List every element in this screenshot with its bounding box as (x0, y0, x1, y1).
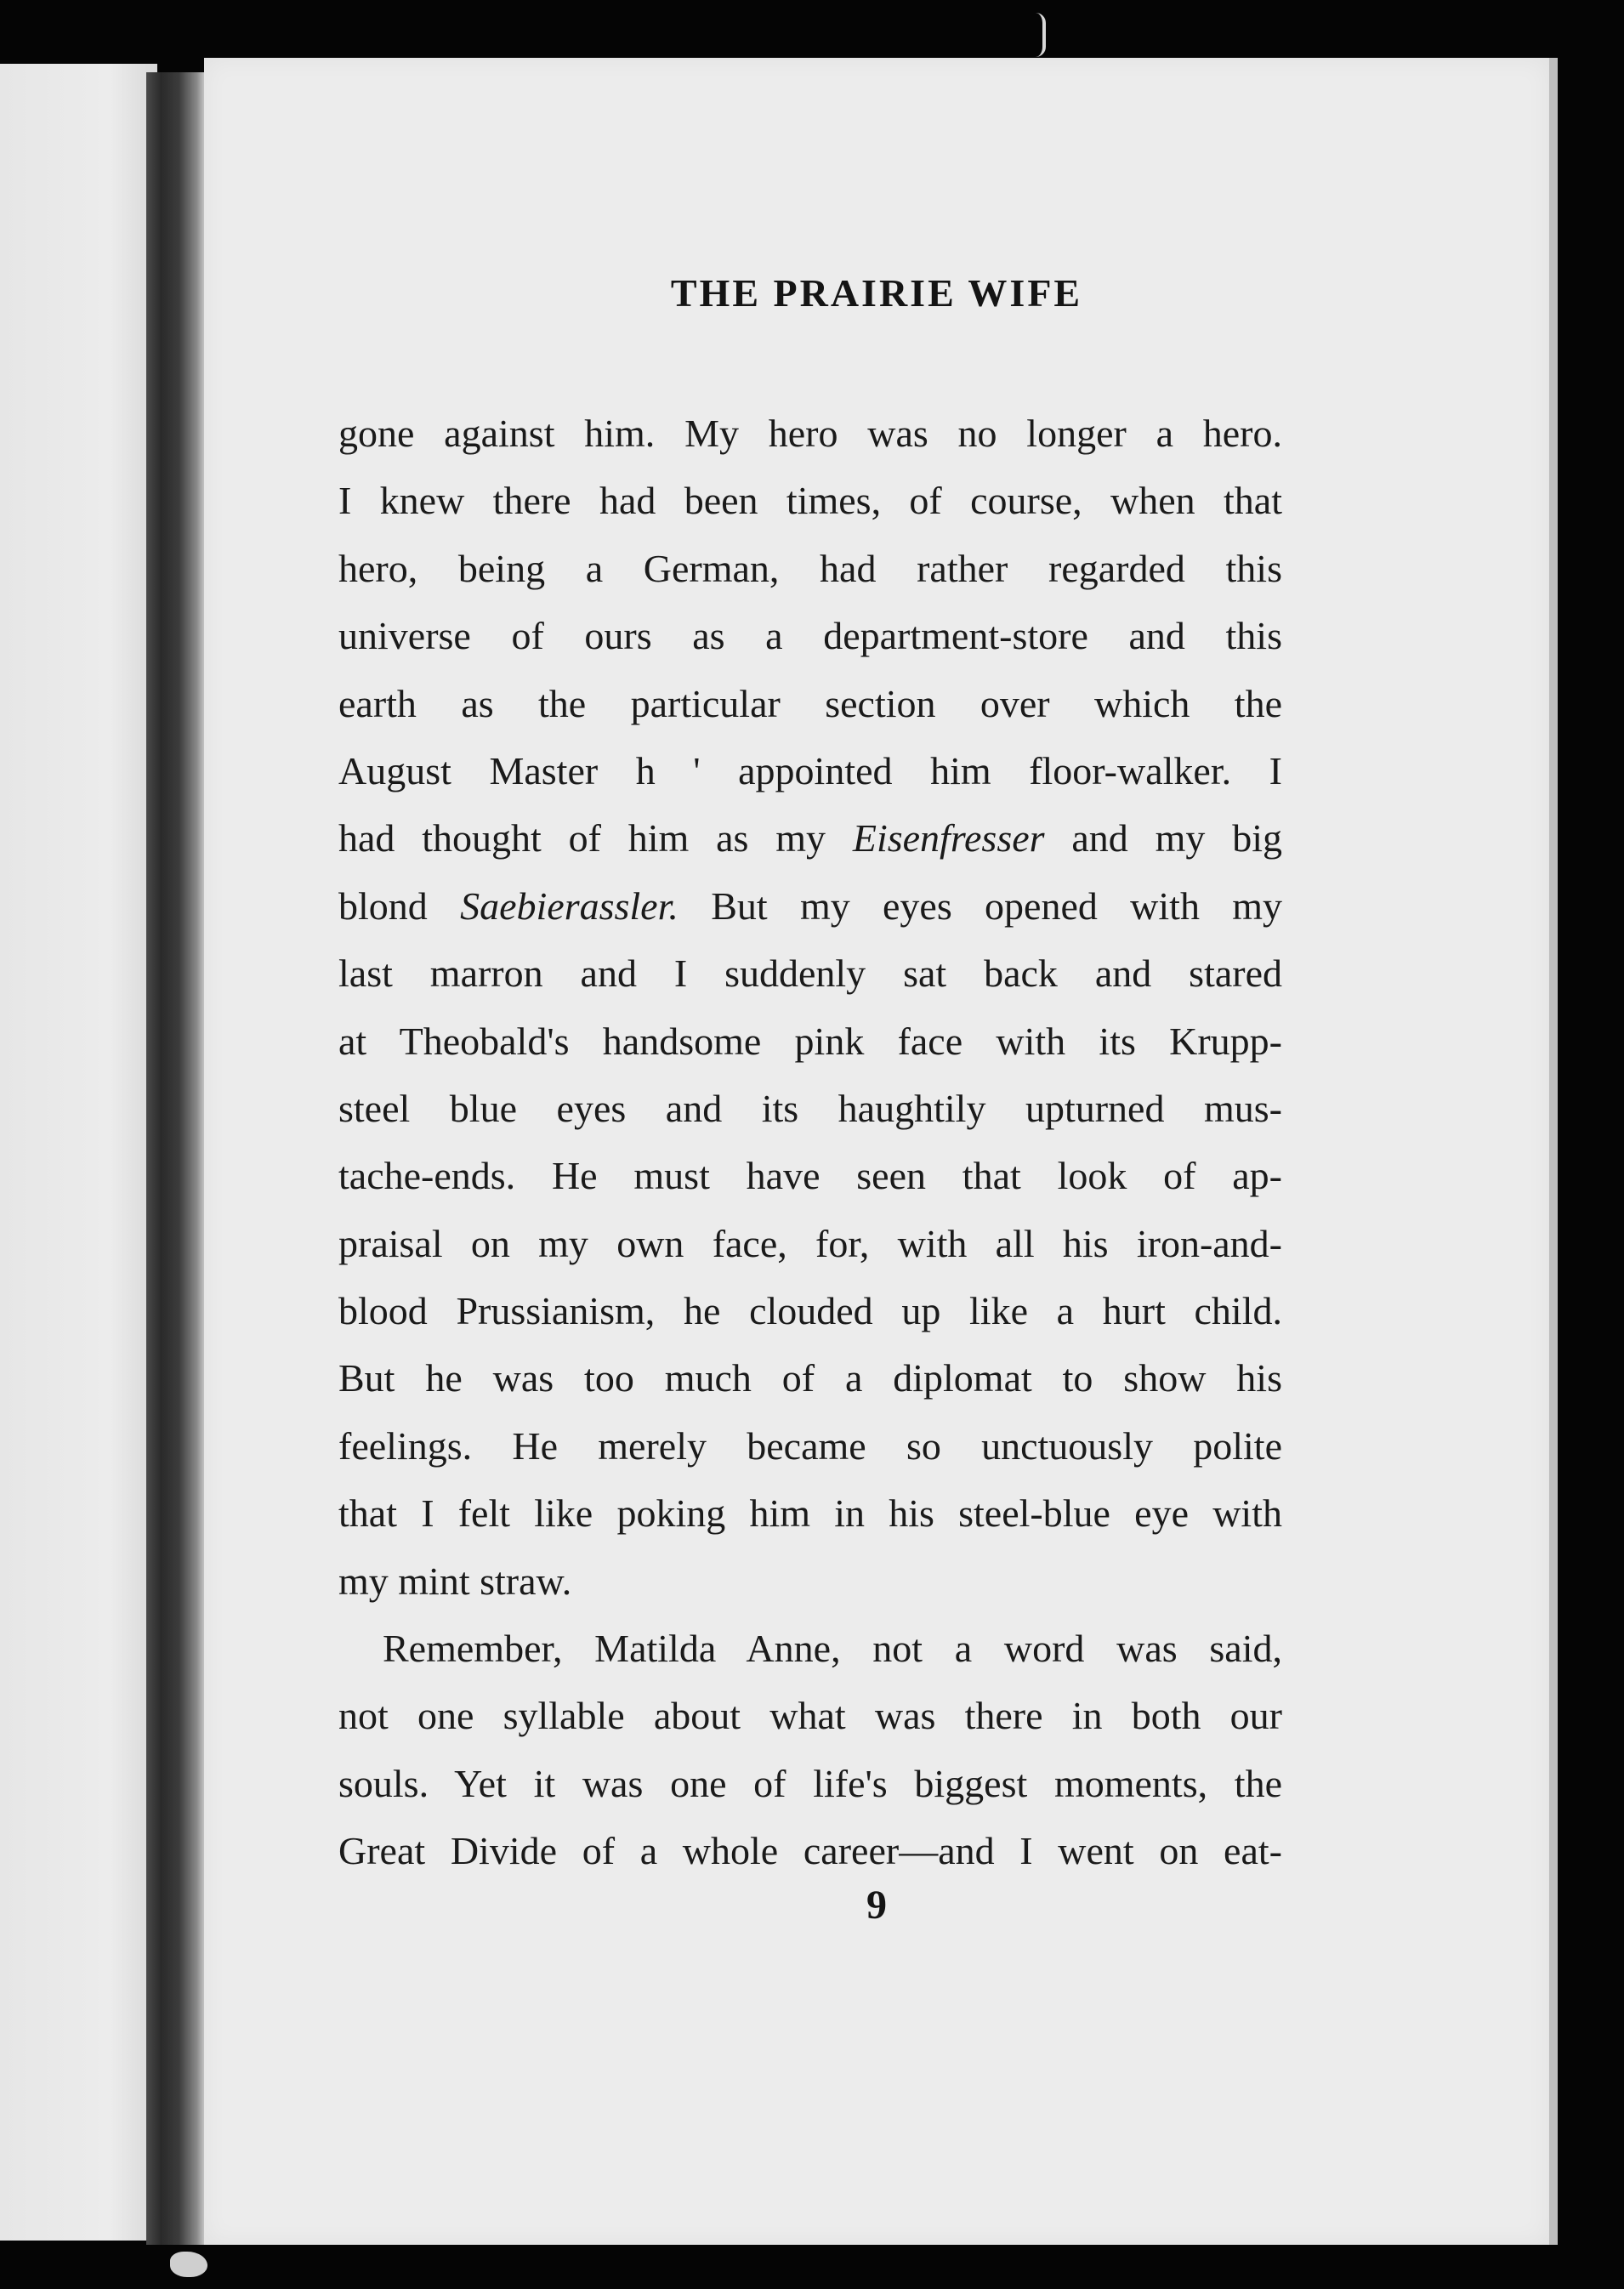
page-right-edge (1549, 58, 1558, 2245)
text-line: Remember, Matilda Anne, not a word was said, (383, 1627, 1282, 1671)
text-line: But he was too much of a diplomat to show his (338, 1356, 1282, 1400)
text-line: last marron and I suddenly sat back and stared (338, 951, 1282, 996)
running-head: THE PRAIRIE WIFE (670, 271, 1083, 315)
italic-word: Saebierassler. (460, 883, 679, 928)
text-line: blond Saebierassler. But my eyes opened with my (338, 883, 1283, 928)
text-line: I knew there had been times, of course, when that (338, 479, 1282, 523)
text-line: universe of ours as a department-store and this (338, 614, 1282, 658)
text-line: blood Prussianism, he clouded up like a hurt child. (338, 1289, 1282, 1333)
text-line: at Theobald's handsome pink face with its Krupp- (338, 1019, 1282, 1063)
text-line: my mint straw. (338, 1559, 572, 1603)
scan-artifact-blot (170, 2252, 207, 2277)
text-line: Great Divide of a whole career—and I went on eat- (338, 1829, 1282, 1873)
text-line: gone against him. My hero was no longer a hero. (338, 412, 1282, 455)
text-line: August Master h ' appointed him floor-walker. I (338, 748, 1282, 792)
facing-page-edge (0, 64, 157, 2241)
text-line: that I felt like poking him in his steel-blue eye with (338, 1491, 1282, 1536)
text-line: steel blue eyes and its haughtily upturned mus- (338, 1086, 1282, 1130)
text-line: not one syllable about what was there in both our (338, 1694, 1282, 1738)
text-line: hero, being a German, had rather regarded this (338, 546, 1282, 590)
body-text (338, 400, 1282, 1885)
text-line: earth as the particular section over which the (338, 681, 1282, 725)
text-line: had thought of him as my Eisenfresser and my big (338, 816, 1282, 861)
book-page (204, 58, 1549, 2245)
book-gutter-shadow (146, 72, 206, 2245)
italic-word: Eisenfresser (852, 816, 1045, 861)
scan-artifact-mark (1036, 13, 1046, 57)
text-line: tache-ends. He must have seen that look of ap- (338, 1154, 1282, 1198)
text-line: praisal on my own face, for, with all his iron-and- (338, 1221, 1282, 1265)
text-line: souls. Yet it was one of life's biggest moments, the (338, 1761, 1282, 1805)
text-line: feelings. He merely became so unctuously polite (338, 1423, 1282, 1468)
page-number: 9 (866, 1883, 887, 1928)
